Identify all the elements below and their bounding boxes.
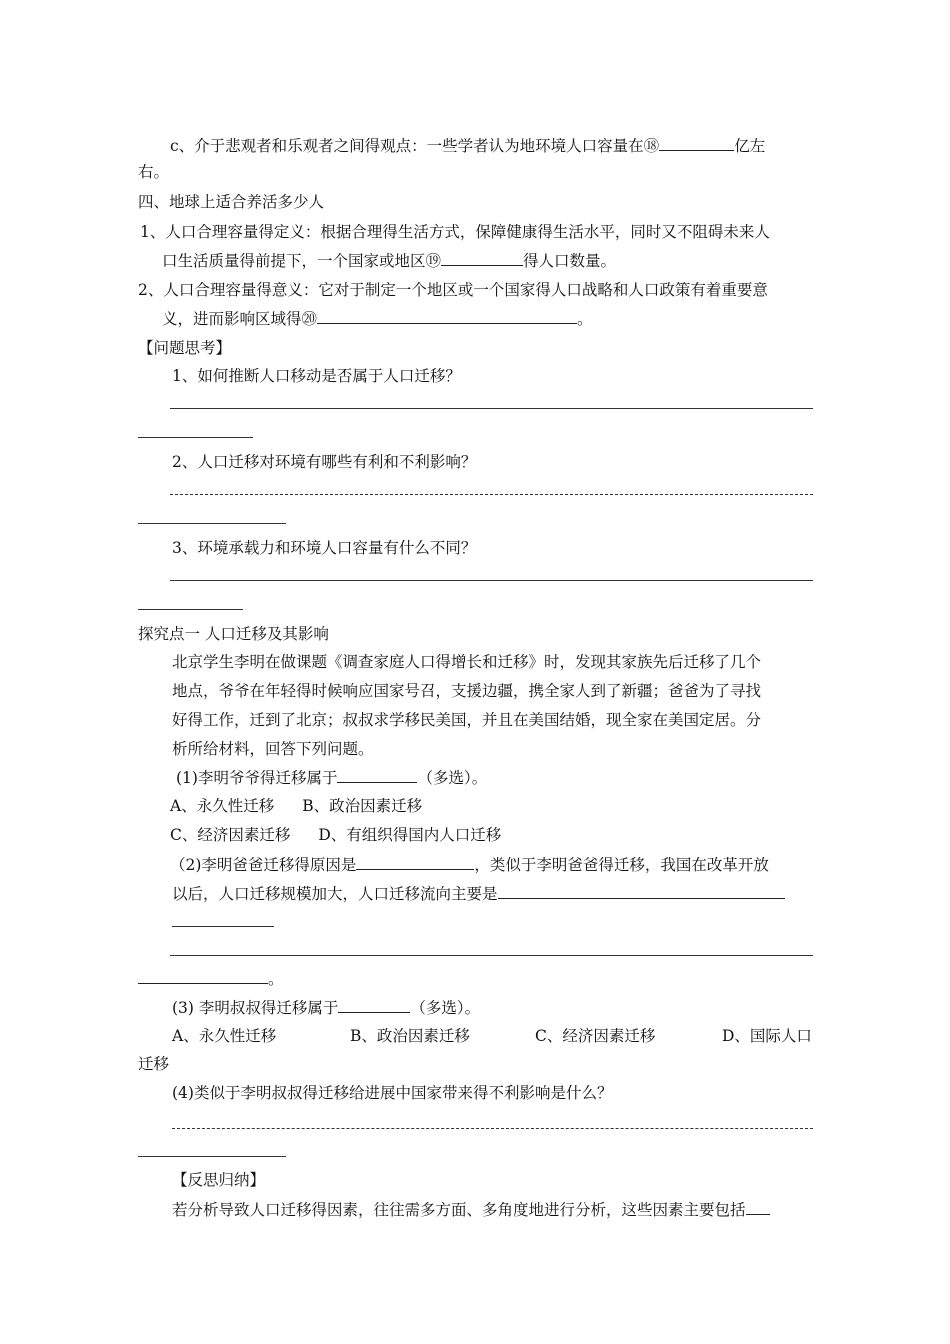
sq1-option-b[interactable]: B、政治因素迁移: [302, 797, 423, 815]
definition-text-end: 得人口数量。: [523, 252, 617, 270]
blank-reflect[interactable]: [746, 1199, 770, 1215]
answer-line-sq2-c-row: [138, 968, 284, 989]
answer-line-sq2-b[interactable]: [170, 955, 813, 956]
subquestion-1-note: （多选）。: [417, 769, 488, 787]
subquestion-2-flow-text: 以后，人口迁移规模加大，人口迁移流向主要是: [172, 885, 498, 903]
significance-text-end: 。: [577, 310, 593, 328]
significance-text: 义，进而影响区域得⑳: [162, 310, 318, 328]
question-1: 1、如何推断人口移动是否属于人口迁移？: [172, 367, 461, 385]
question-3: 3、环境承载力和环境人口容量有什么不同？: [172, 539, 477, 557]
answer-line-sq2-a[interactable]: [172, 926, 274, 927]
sq1-option-a[interactable]: A、永久性迁移: [170, 797, 275, 815]
material-line3: 好得工作，迁到了北京；叔叔求学移民美国，并且在美国结婚，现全家在美国定居。分: [172, 711, 762, 729]
sq1-options-row2: [170, 825, 501, 845]
sq3-option-d[interactable]: D、国际人口: [722, 1027, 812, 1045]
blank-sq1[interactable]: [337, 767, 417, 783]
answer-line-q1-b[interactable]: [138, 437, 253, 438]
answer-line-q3-b[interactable]: [138, 609, 243, 610]
definition-text: 口生活质量得前提下，一个国家或地区⑲: [162, 252, 442, 270]
subquestion-1-text: (1)李明爷爷得迁移属于: [176, 769, 338, 787]
subquestion-2-line1: [170, 854, 769, 875]
answer-line-q2-a[interactable]: [170, 494, 813, 495]
subquestion-2-line2: [172, 883, 785, 904]
subquestion-3: [172, 997, 480, 1018]
blank-19[interactable]: [441, 250, 523, 266]
viewpoint-c-text-end: 亿左: [734, 137, 766, 155]
viewpoint-c-text: c、介于悲观者和乐观者之间得观点：一些学者认为地环境人口容量在⑱: [170, 137, 660, 155]
answer-line-sq4-b[interactable]: [138, 1156, 286, 1157]
sq3-option-c[interactable]: C、经济因素迁移: [535, 1027, 656, 1045]
subquestion-2-text: （2)李明爸爸迁移得原因是: [170, 856, 357, 874]
questions-heading: 【问题思考】: [138, 339, 232, 357]
subquestion-2-end: 。: [268, 970, 284, 988]
question-2: 2、人口迁移对环境有哪些有利和不利影响？: [172, 453, 477, 471]
section4-heading: 四、地球上适合养活多少人: [138, 193, 325, 211]
material-line2: 地点，爷爷在年轻得时候响应国家号召，支援边疆，携全家人到了新疆；爸爸为了寻找: [172, 682, 762, 700]
answer-line-sq2-c[interactable]: [138, 968, 268, 984]
material-line1: 北京学生李明在做课题《调查家庭人口得增长和迁移》时，发现其家族先后迁移了几个: [172, 653, 762, 671]
subquestion-3-note: （多选）。: [410, 999, 481, 1017]
reflect-text: 若分析导致人口迁移得因素，往往需多方面、多角度地进行分析，这些因素主要包括: [172, 1201, 746, 1219]
blank-sq2-reason[interactable]: [356, 854, 474, 870]
subquestion-2-text-cont: ，类似于李明爸爸得迁移，我国在改革开放: [474, 856, 769, 874]
subquestion-1: [176, 767, 487, 788]
significance-line1: 2、人口合理容量得意义：它对于制定一个地区或一个国家得人口战略和人口政策有着重要意: [138, 281, 768, 299]
subquestion-4: (4)类似于李明叔叔得迁移给进展中国家带来得不利影响是什么？: [172, 1084, 613, 1102]
explore-heading: 探究点一 人口迁移及其影响: [138, 625, 329, 643]
definition-line1: 1、人口合理容量得定义：根据合理得生活方式，保障健康得生活水平，同时又不阻碍未来人: [140, 223, 770, 241]
blank-20[interactable]: [317, 308, 577, 324]
answer-line-q3-a[interactable]: [170, 580, 813, 581]
significance-line2: [162, 308, 593, 329]
sq1-options-row1: [170, 796, 422, 816]
sq3-option-a[interactable]: A、永久性迁移: [172, 1027, 277, 1045]
sq3-option-b[interactable]: B、政治因素迁移: [350, 1027, 470, 1045]
definition-line2: [162, 250, 616, 271]
blank-18[interactable]: [659, 135, 734, 151]
line-viewpoint-c: [170, 135, 765, 156]
sq1-option-d[interactable]: D、有组织得国内人口迁移: [318, 826, 502, 844]
blank-sq2-flow[interactable]: [498, 883, 785, 899]
blank-sq3[interactable]: [338, 997, 410, 1013]
answer-line-q2-b[interactable]: [138, 523, 286, 524]
reflect-line: [172, 1199, 770, 1220]
sq1-option-c[interactable]: C、经济因素迁移: [170, 826, 291, 844]
material-line4: 析所给材料，回答下列问题。: [172, 740, 374, 758]
reflect-heading: 【反思归纳】: [172, 1171, 266, 1189]
line-viewpoint-c-cont: 右。: [138, 163, 170, 181]
answer-line-sq4-a[interactable]: [172, 1128, 813, 1129]
sq3-option-d-cont: 迁移: [138, 1055, 170, 1073]
subquestion-3-text: (3) 李明叔叔得迁移属于: [172, 999, 339, 1017]
answer-line-q1-a[interactable]: [170, 408, 813, 409]
